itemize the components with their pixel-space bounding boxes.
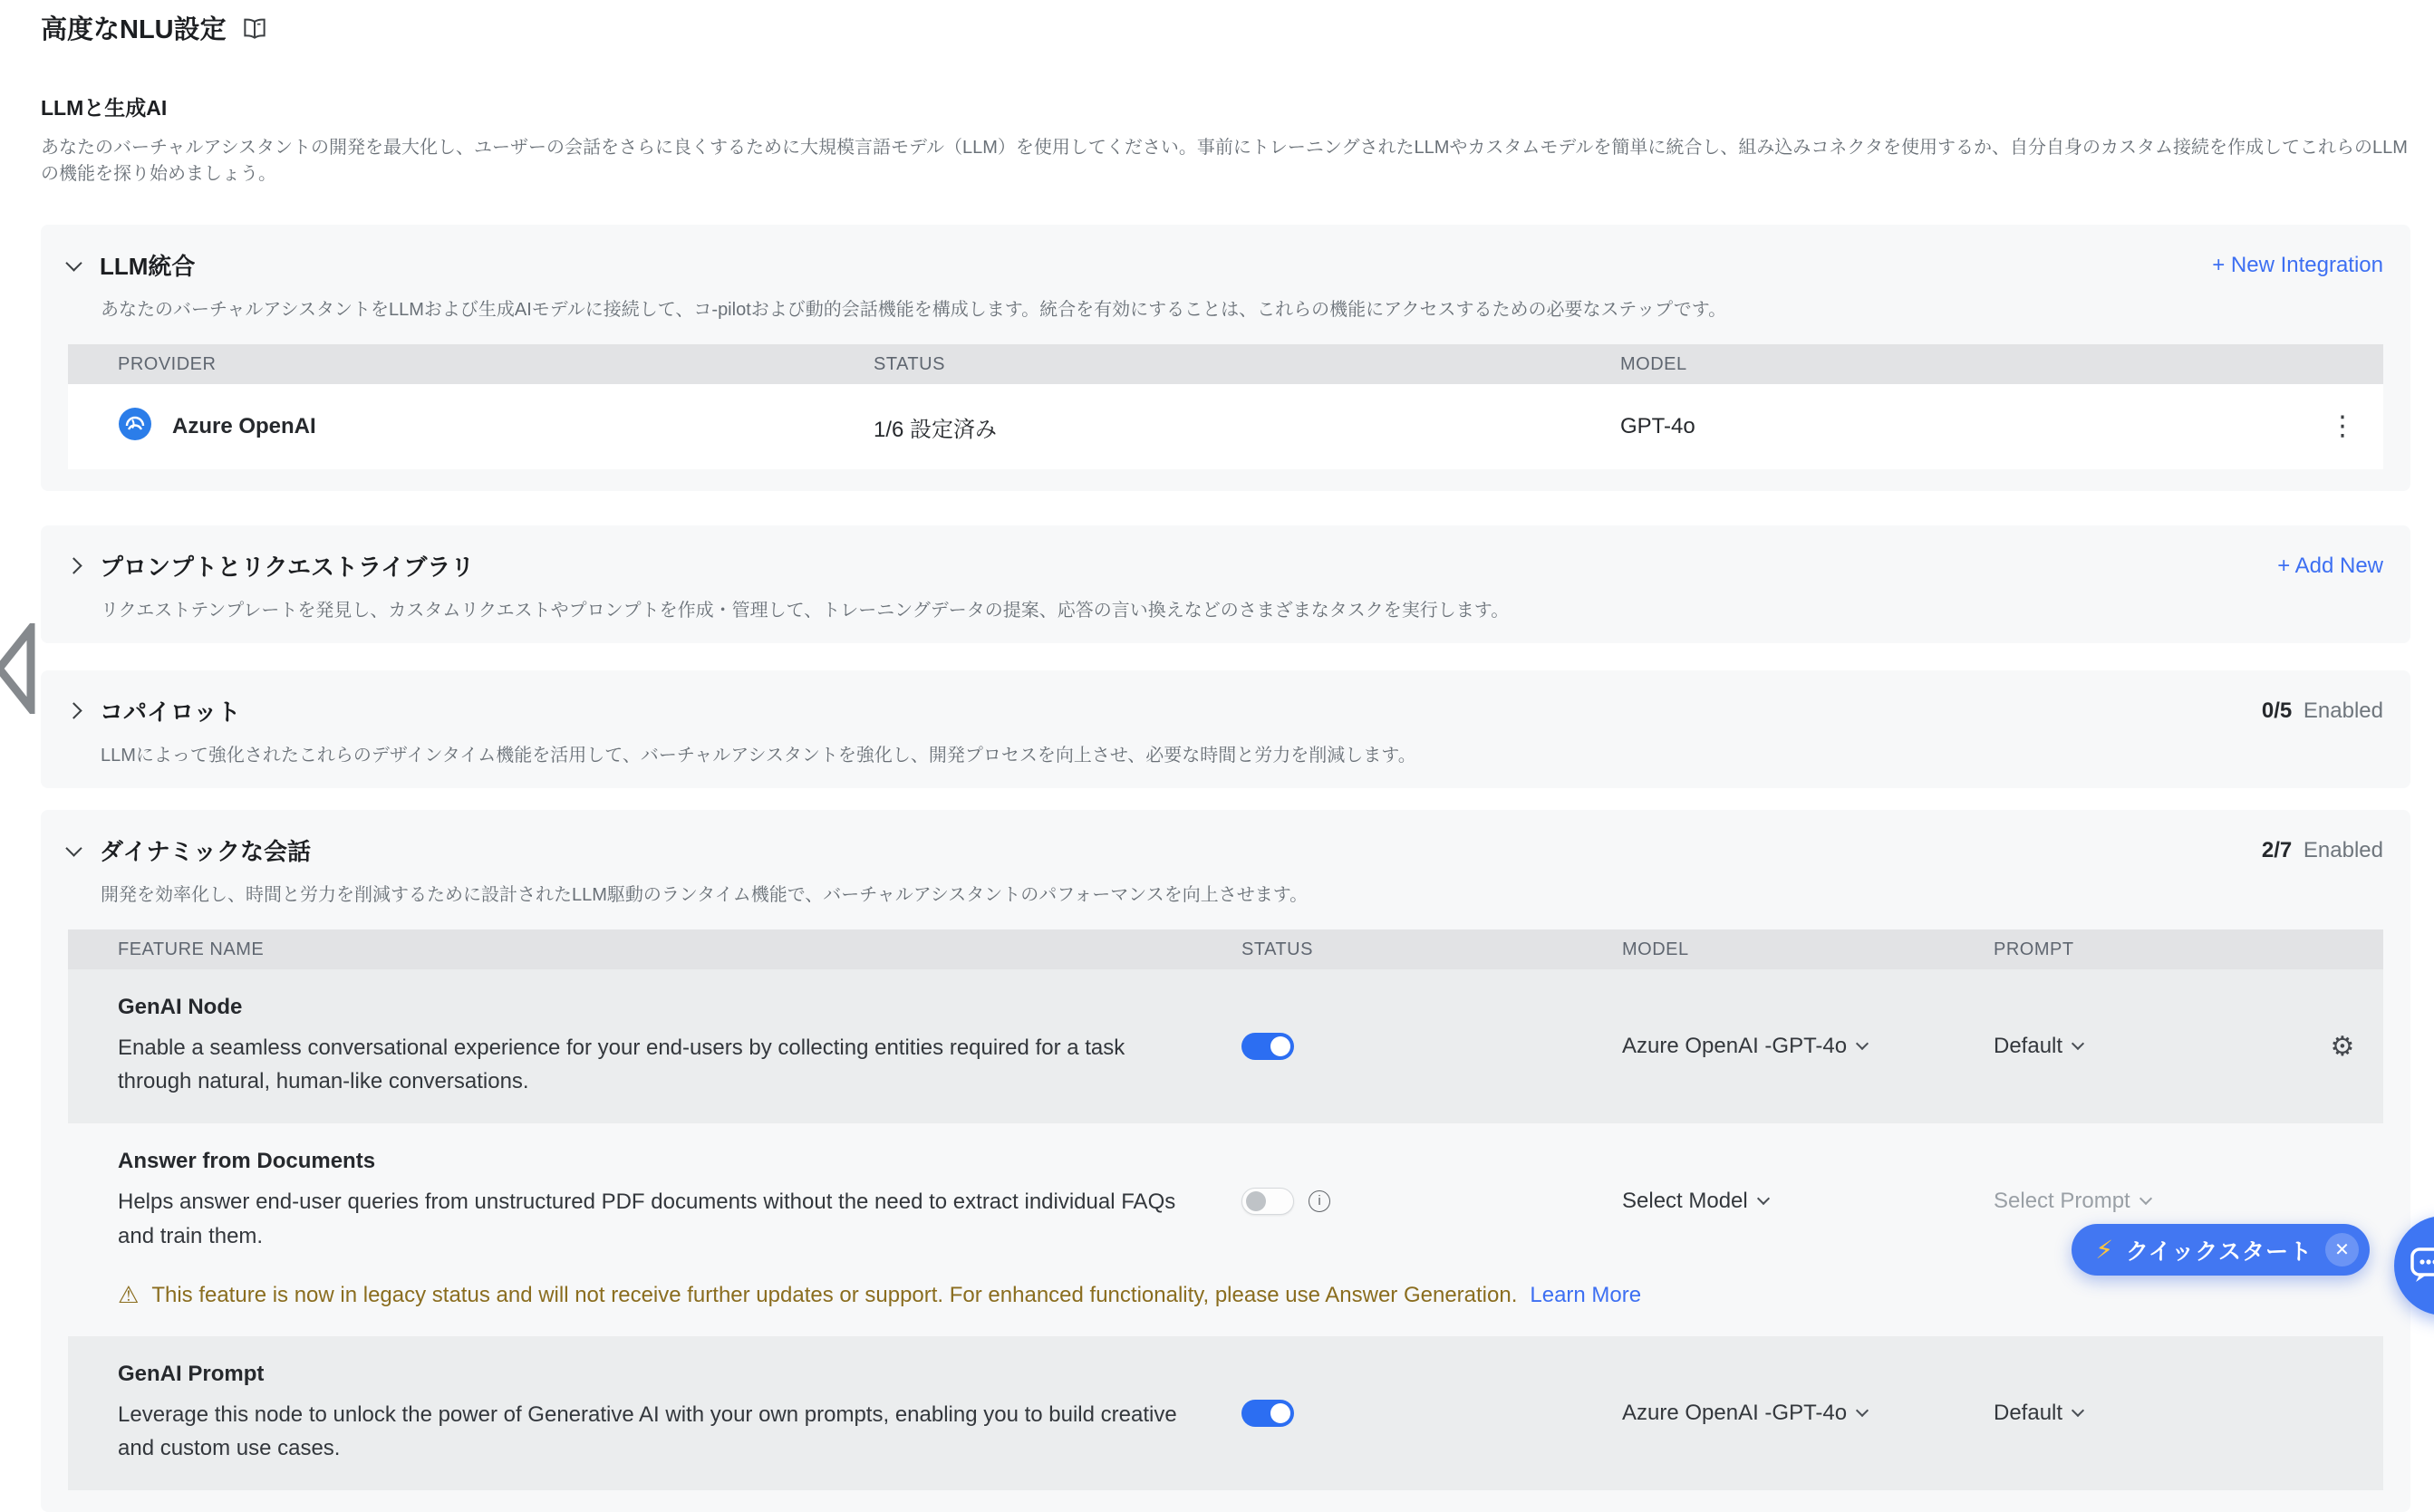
info-icon[interactable]: i bbox=[1309, 1190, 1330, 1212]
feature-name: Answer from Documents bbox=[118, 1149, 376, 1174]
azure-openai-icon bbox=[118, 407, 152, 448]
feature-row-genai-node bbox=[68, 969, 2383, 1123]
legacy-warning-text: This feature is now in legacy status and will not receive further updates or support. For enhanced functionality, please use Answer Generation. bbox=[151, 1282, 1518, 1307]
column-header-model: MODEL bbox=[1620, 353, 1687, 374]
copilot-enabled-badge bbox=[2262, 698, 2383, 724]
chevron-down-icon bbox=[2139, 1191, 2152, 1204]
feature-description: Leverage this node to unlock the power of Generative AI with your own prompts, enabling you to build creative and custom use cases. bbox=[118, 1401, 1177, 1460]
feature-status-cell bbox=[1241, 1400, 1622, 1427]
llm-genai-description: あなたのバーチャルアシスタントの開発を最大化し、ユーザーの会話をさらに良くするために大規模言語モデル（LLM）を使用してください。事前にトレーニングされたLLMやカスタムモデルを簡単に統合し、組み込みコネクタを使用するか、自分自身のカスタム接続を作成してこれらのLLMの機能を探り始めましょう。 bbox=[41, 138, 2408, 184]
prompt-dropdown[interactable] bbox=[1994, 1034, 2302, 1059]
provider-name: Azure OpenAI bbox=[172, 414, 316, 438]
column-header-feature-name: FEATURE NAME bbox=[118, 939, 265, 959]
llm-genai-heading: LLMと生成AI bbox=[41, 96, 168, 120]
model-dropdown-value: Select Model bbox=[1622, 1188, 1748, 1213]
chevron-right-icon[interactable] bbox=[65, 702, 82, 718]
feature-toggle[interactable] bbox=[1241, 1188, 1294, 1215]
chevron-down-icon bbox=[2072, 1404, 2084, 1417]
copilot-description: LLMによって強化されたこれらのデザインタイム機能を活用して、バーチャルアシスタントを強化し、開発プロセスを向上させ、必要な時間と労力を削減します。 bbox=[101, 746, 1416, 766]
feature-info bbox=[68, 1336, 1241, 1490]
feature-toggle[interactable] bbox=[1241, 1400, 1294, 1427]
chevron-down-icon bbox=[1856, 1037, 1869, 1050]
column-header-status: STATUS bbox=[874, 353, 945, 374]
llm-integrations-table bbox=[68, 344, 2383, 469]
llm-table-header bbox=[68, 344, 2383, 384]
dynamic-conversations-description: 開発を効率化し、時間と労力を削減するために設計されたLLM駆動のランタイム機能で、バーチャルアシスタントのパフォーマンスを向上させます。 bbox=[101, 885, 1309, 905]
llm-integrations-description: あなたのバーチャルアシスタントをLLMおよび生成AIモデルに接続して、コ-pilotおよび動的会話機能を構成します。統合を有効にすることは、これらの機能にアクセスするための必要なステップです。 bbox=[101, 300, 1727, 320]
section-prompts-library bbox=[41, 525, 2410, 643]
prompts-library-header[interactable] bbox=[68, 549, 2383, 583]
prompt-dropdown-value: Default bbox=[1994, 1400, 2063, 1425]
model-dropdown[interactable] bbox=[1622, 1401, 1994, 1426]
model-dropdown[interactable] bbox=[1622, 1034, 1994, 1059]
prompt-dropdown[interactable] bbox=[1994, 1401, 2302, 1426]
enabled-count: 0/5 bbox=[2261, 698, 2293, 723]
llm-integrations-header[interactable] bbox=[68, 248, 2383, 282]
prompt-dropdown[interactable] bbox=[1994, 1189, 2302, 1214]
prompts-library-title: プロンプトとリクエストライブラリ bbox=[100, 554, 475, 581]
dynamic-enabled-badge bbox=[2262, 838, 2383, 863]
feature-name: GenAI Node bbox=[118, 995, 243, 1019]
carousel-previous-arrow[interactable] bbox=[0, 623, 36, 718]
enabled-count: 2/7 bbox=[2261, 837, 2293, 862]
section-dynamic-conversations bbox=[41, 810, 2410, 1512]
prompt-dropdown-value: Select Prompt bbox=[1994, 1188, 2130, 1213]
chevron-down-icon[interactable] bbox=[65, 840, 82, 856]
close-icon[interactable]: ✕ bbox=[2325, 1233, 2359, 1266]
learn-more-link[interactable]: Learn More bbox=[1530, 1282, 1642, 1307]
table-row bbox=[68, 384, 2383, 469]
feature-info bbox=[68, 1123, 1241, 1277]
lightning-icon: ⚡ bbox=[2095, 1235, 2113, 1265]
enabled-label: Enabled bbox=[2303, 698, 2383, 723]
dynamic-conversations-header[interactable] bbox=[68, 833, 2383, 867]
copilot-title: コパイロット bbox=[100, 698, 241, 726]
provider-cell bbox=[68, 407, 874, 448]
section-llm-integrations bbox=[41, 225, 2410, 491]
page-header bbox=[41, 9, 2410, 46]
kebab-menu-icon[interactable]: ⋮ bbox=[2329, 410, 2356, 442]
chat-bubble-icon bbox=[2407, 1242, 2434, 1290]
page-title: 高度なNLU設定 bbox=[41, 15, 227, 44]
section-copilot bbox=[41, 670, 2410, 788]
provider-status: 1/6 設定済み bbox=[874, 417, 998, 442]
features-table-header bbox=[68, 929, 2383, 969]
chevron-down-icon[interactable] bbox=[65, 255, 82, 271]
gear-icon[interactable]: ⚙ bbox=[2330, 1030, 2355, 1063]
enabled-label: Enabled bbox=[2303, 837, 2383, 862]
chevron-right-icon[interactable] bbox=[65, 557, 82, 573]
column-header-status: STATUS bbox=[1241, 939, 1313, 959]
feature-row-genai-prompt bbox=[68, 1336, 2383, 1490]
model-dropdown-value: Azure OpenAI -GPT-4o bbox=[1622, 1400, 1848, 1425]
column-header-provider: PROVIDER bbox=[118, 353, 217, 374]
chevron-down-icon bbox=[2072, 1037, 2084, 1050]
docs-book-icon[interactable] bbox=[241, 17, 268, 41]
feature-status-cell bbox=[1241, 1188, 1622, 1215]
llm-integrations-title: LLM統合 bbox=[100, 253, 196, 280]
legacy-warning bbox=[68, 1278, 2383, 1336]
copilot-header[interactable] bbox=[68, 694, 2383, 727]
add-new-button[interactable]: + Add New bbox=[2277, 553, 2383, 578]
quickstart-button[interactable] bbox=[2072, 1224, 2370, 1276]
dynamic-conversations-title: ダイナミックな会話 bbox=[100, 838, 311, 865]
feature-info bbox=[68, 969, 1241, 1123]
features-table bbox=[68, 929, 2383, 1490]
feature-description: Enable a seamless conversational experience for your end-users by collecting entities required for a task through natural, human-like conversations. bbox=[118, 1035, 1125, 1094]
quickstart-label: クイックスタート bbox=[2125, 1238, 2313, 1265]
model-dropdown[interactable] bbox=[1622, 1189, 1994, 1214]
provider-model: GPT-4o bbox=[1620, 414, 1695, 438]
feature-row-answer-from-documents bbox=[68, 1123, 2383, 1335]
prompts-library-description: リクエストテンプレートを発見し、カスタムリクエストやプロンプトを作成・管理して、トレーニングデータの提案、応答の言い換えなどのさまざまなタスクを実行します。 bbox=[101, 601, 1510, 621]
column-header-prompt: PROMPT bbox=[1994, 939, 2074, 959]
chevron-down-icon bbox=[1856, 1404, 1869, 1417]
feature-status-cell bbox=[1241, 1033, 1622, 1060]
model-dropdown-value: Azure OpenAI -GPT-4o bbox=[1622, 1034, 1848, 1059]
column-header-model: MODEL bbox=[1622, 939, 1689, 959]
feature-toggle[interactable] bbox=[1241, 1033, 1294, 1060]
feature-name: GenAI Prompt bbox=[118, 1361, 265, 1386]
warning-icon: ⚠ bbox=[118, 1281, 140, 1309]
feature-description: Helps answer end-user queries from unstructured PDF documents without the need to extract individual FAQs and train them. bbox=[118, 1189, 1176, 1248]
chevron-down-icon bbox=[1757, 1191, 1770, 1204]
new-integration-button[interactable]: + New Integration bbox=[2212, 252, 2383, 277]
prompt-dropdown-value: Default bbox=[1994, 1034, 2063, 1059]
